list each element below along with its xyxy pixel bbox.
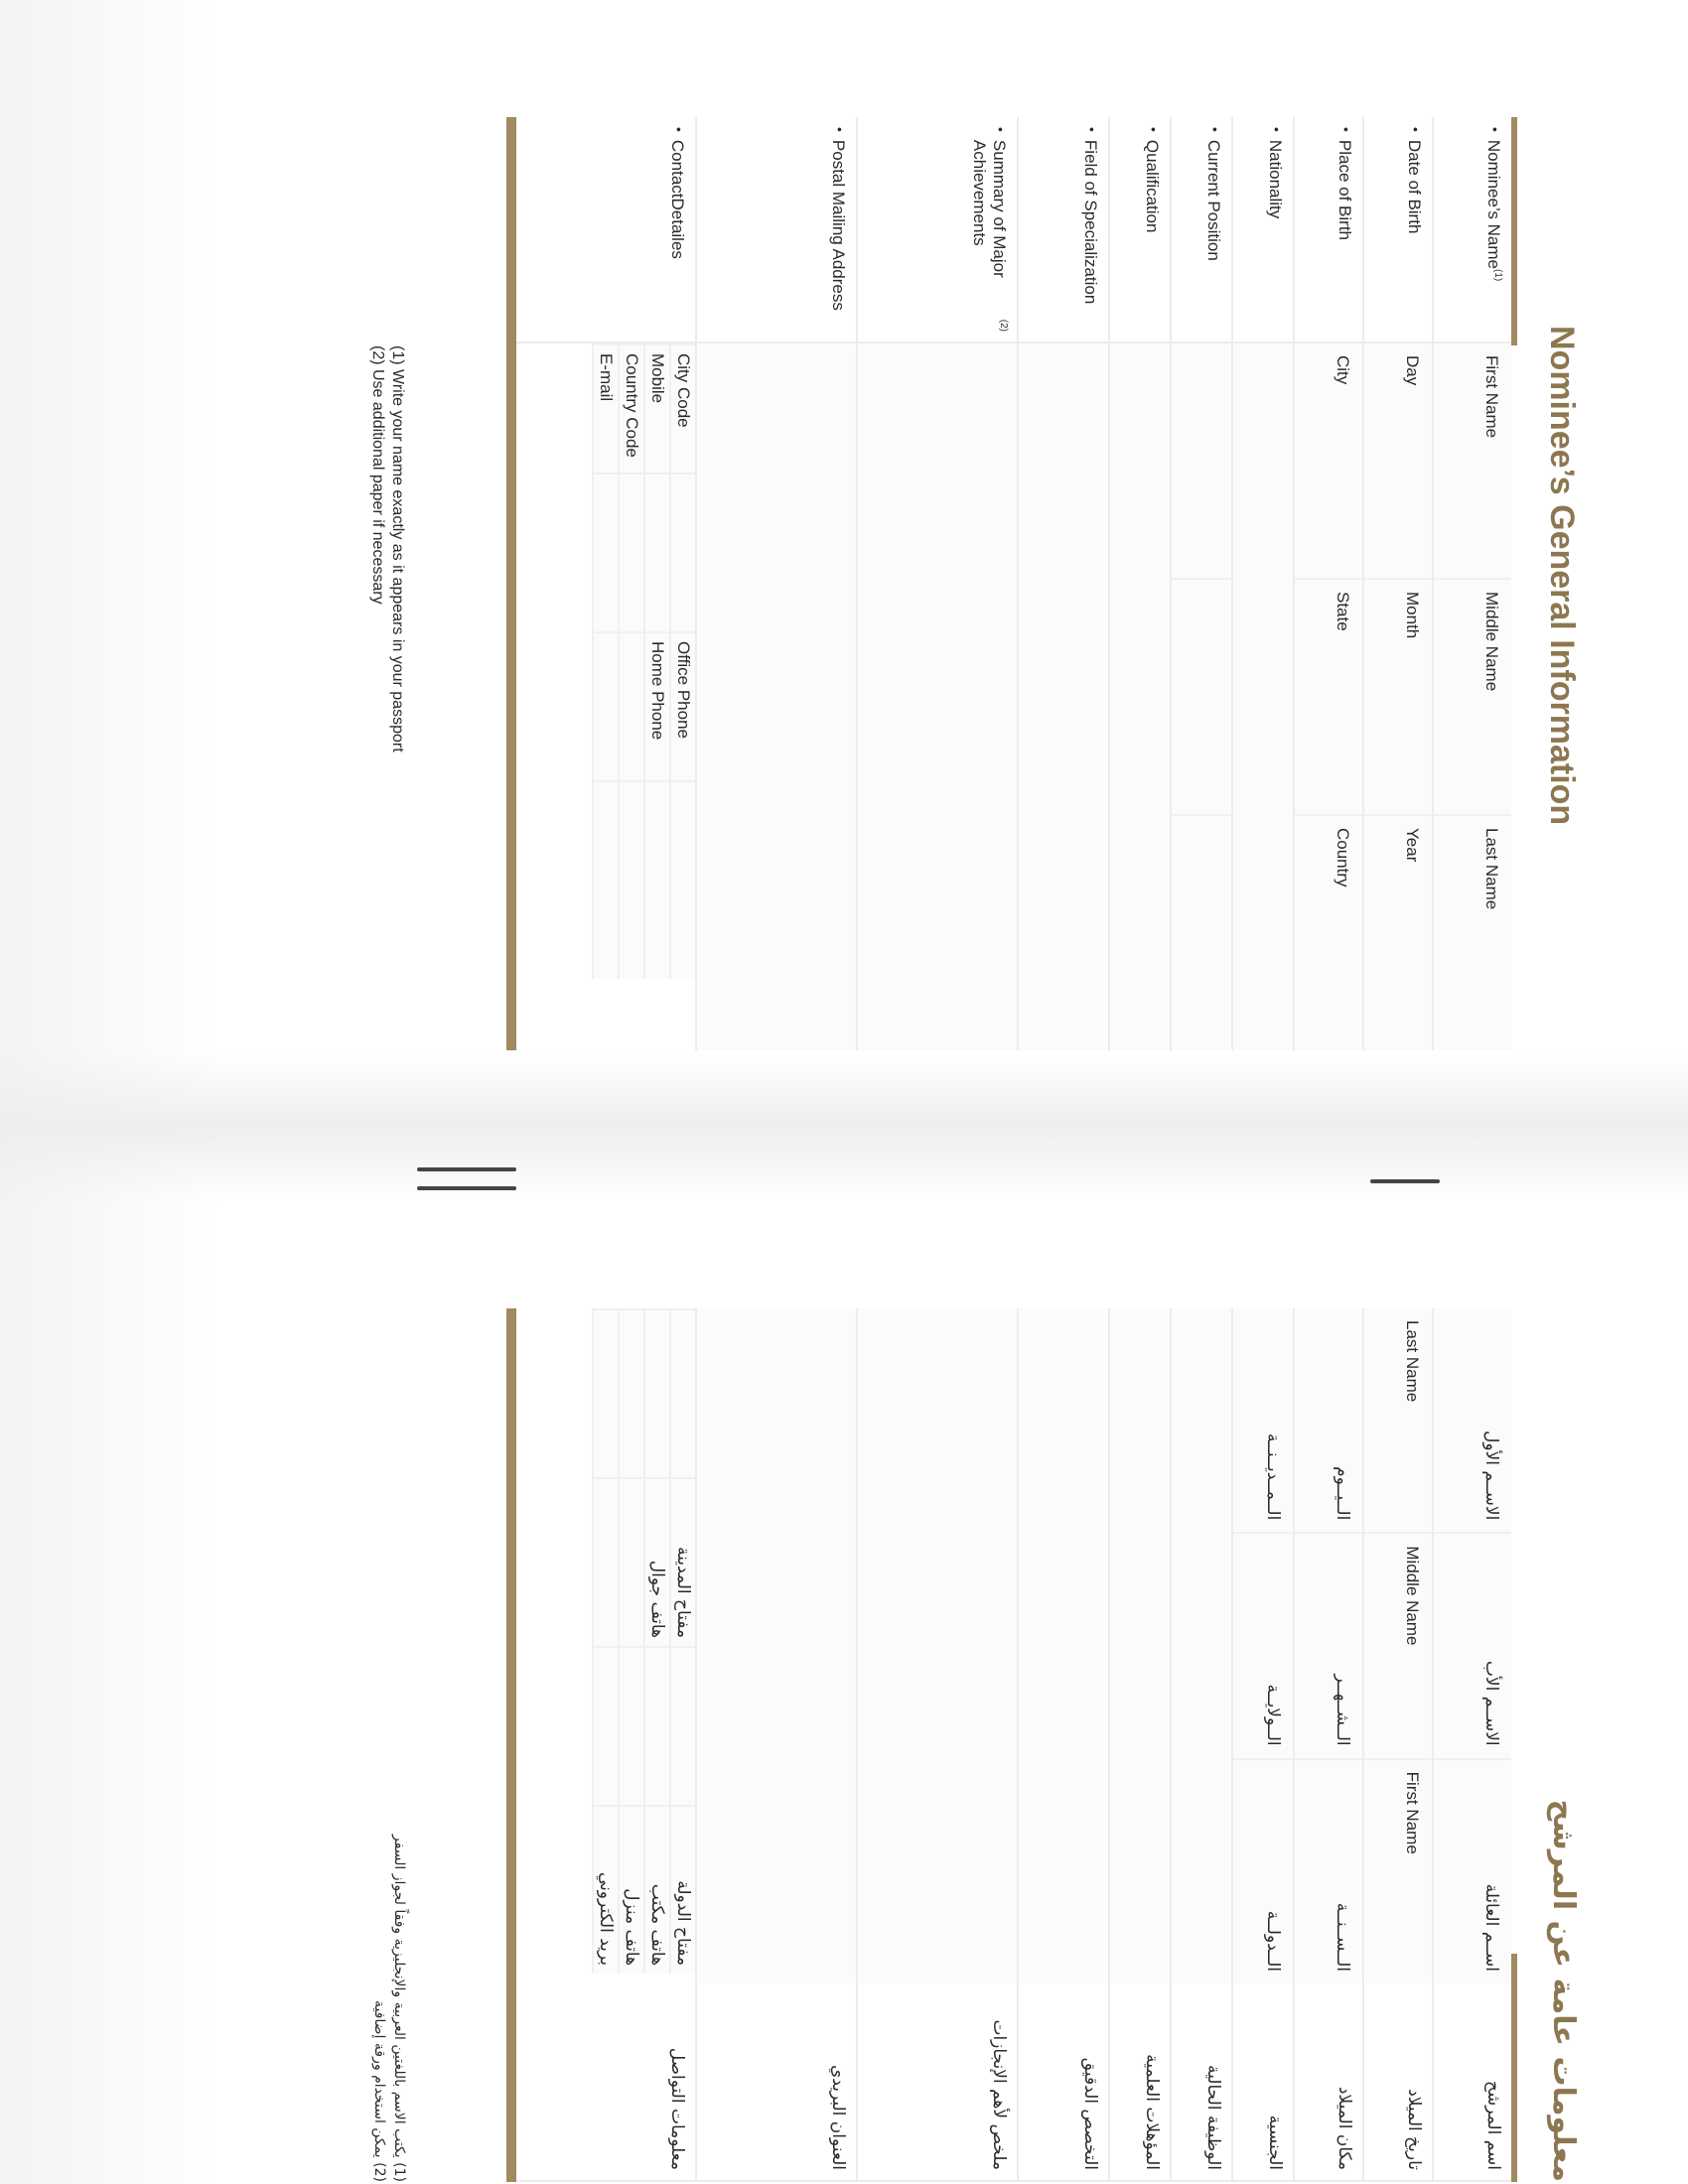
- staple: [417, 1186, 516, 1190]
- label-pob: Place of Birth: [1336, 139, 1354, 241]
- country-field[interactable]: Country: [1295, 814, 1362, 1050]
- page-title: Nominee’s General Information: [1543, 326, 1581, 826]
- english-page: [367, 117, 1589, 1110]
- row-pob: • Place of Birth City State Country: [1293, 117, 1362, 1050]
- office-phone-label: Office Phone: [669, 631, 695, 780]
- city-field[interactable]: City: [1295, 343, 1362, 578]
- home-phone-label: Home Phone: [643, 631, 669, 780]
- position-field[interactable]: [1172, 343, 1231, 578]
- first-name-field[interactable]: First Name: [1434, 343, 1511, 578]
- label-qualification: Qualification: [1143, 139, 1162, 233]
- label-nationality: Nationality: [1266, 139, 1285, 219]
- row-postal: • Postal Mailing Address: [695, 117, 856, 1050]
- summary-field[interactable]: [858, 343, 1017, 1050]
- state-field[interactable]: State: [1295, 578, 1362, 814]
- label-contact: ContactDetailes: [668, 139, 687, 259]
- last-name-field[interactable]: Last Name: [1434, 814, 1511, 1050]
- row-contact: • ContactDetailes City Code Office Phone Mobile Home Phone Country Code E-mail: [506, 117, 695, 1050]
- staple: [417, 1167, 516, 1171]
- middle-name-field[interactable]: Middle Name: [1434, 578, 1511, 814]
- label-field: Field of Specialization: [1081, 139, 1100, 305]
- field-field[interactable]: [1019, 343, 1108, 1050]
- footnotes: [367, 345, 407, 752]
- nationality-field[interactable]: [1233, 343, 1293, 1050]
- qualification-field[interactable]: [1110, 343, 1170, 1050]
- postal-field[interactable]: [697, 343, 856, 1050]
- row-qualification: • Qualification: [1108, 117, 1170, 1050]
- staple: [1370, 1179, 1440, 1183]
- row-summary: • Summary of Major Achievements (2): [856, 117, 1017, 1050]
- city-code-label: City Code: [669, 343, 695, 473]
- mobile-label: Mobile: [643, 343, 669, 473]
- row-field: • Field of Specialization: [1017, 117, 1108, 1050]
- label-name: Nominee’s Name: [1484, 139, 1503, 269]
- label-position: Current Position: [1204, 139, 1223, 261]
- month-field[interactable]: Month: [1364, 578, 1432, 814]
- row-name: • Nominee’s Name (1) First Name Middle Name Last Name: [1432, 117, 1511, 1050]
- country-code-label: Country Code: [618, 343, 643, 473]
- label-summary: Summary of Major Achievements: [970, 139, 1009, 278]
- label-dob: Date of Birth: [1405, 139, 1424, 234]
- row-nationality: • Nationality: [1231, 117, 1293, 1050]
- arabic-page: معلومات عامة عن المرشح الاســم الأول الاســم الأب اســم العائلة اسم المرشح Last Name Middle Name First Name تاريخ الميلاد الــيــوم الــشــهــر الــســنــة مكان الميلاد الــمــديــنــة الــولايــة الــدولــة الجنسية الوظيفة الحالية المؤهلات العلمية التخصص الدقيق ملخص لأهم الإنجازات العنوان البريدي مفتاح الدولة مفتاح المدينة هاتف مكتب هاتف جوال هاتف منزل بريد الكتروني معلومات التواصل (1) يكتب الاسم باللغتين العربية والإنجليزية وفقاً لجواز السفر (2) يمكن استخدام ورقة إضافية: [367, 1308, 1589, 2182]
- row-dob: • Date of Birth Day Month Year: [1362, 117, 1432, 1050]
- day-field[interactable]: Day: [1364, 343, 1432, 578]
- footnote-2: (2) Use additional paper if necessary: [369, 345, 386, 605]
- footnote-1: (1) Write your name exactly as it appears in your passport: [389, 345, 406, 752]
- arabic-footnotes: (1) يكتب الاسم باللغتين العربية والإنجليزية وفقاً لجواز السفر (2) يمكن استخدام ورقة إضافية: [371, 1834, 407, 2182]
- arabic-title: معلومات عامة عن المرشح: [1546, 1799, 1581, 2182]
- row-position: • Current Position: [1170, 117, 1231, 1050]
- email-label: E-mail: [592, 343, 618, 473]
- contact-grid: [516, 343, 695, 979]
- year-field[interactable]: Year: [1364, 814, 1432, 1050]
- label-postal: Postal Mailing Address: [829, 139, 848, 311]
